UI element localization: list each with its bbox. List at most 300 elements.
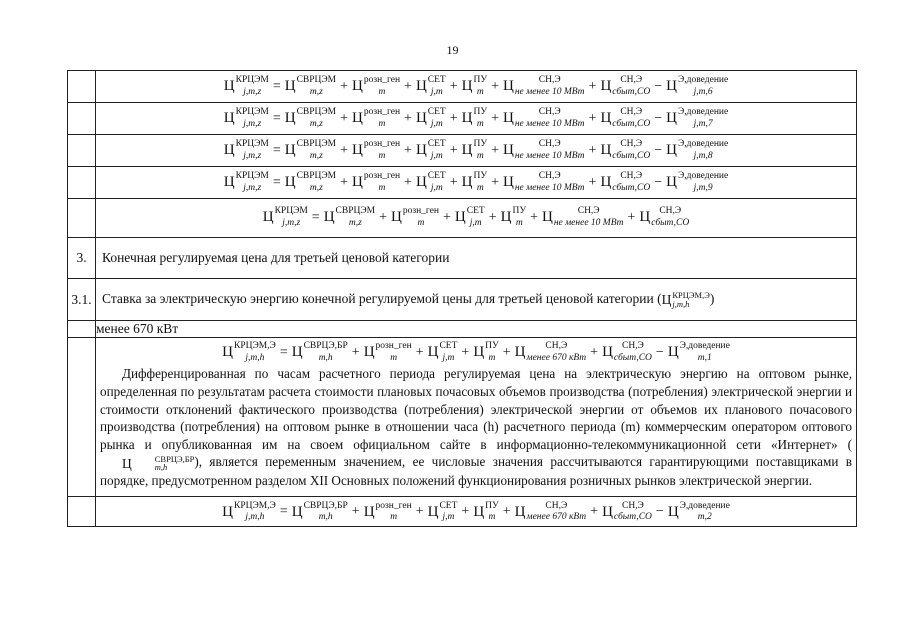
price-symbol [661, 290, 710, 309]
symbol-subscript: m [488, 352, 496, 363]
symbol-superscript: СН,Э [545, 500, 568, 511]
formula [96, 167, 856, 198]
symbol-superscript: СН,Э [538, 75, 561, 85]
price-symbol [416, 140, 446, 161]
plus-sign: + [461, 504, 470, 520]
symbol-base: Ц [514, 344, 526, 361]
formula-row-2 [68, 103, 857, 135]
symbol-base: Ц [503, 174, 514, 190]
price-symbol [602, 342, 652, 363]
symbol-superscript: КРЦЭМ,Э [233, 341, 276, 352]
symbol-subscript: j,m,h [245, 352, 265, 363]
symbol-subscript: не менее 10 МВт [514, 182, 585, 193]
symbol-base: Ц [291, 344, 303, 361]
symbol-superscript: СВРЦЭ,БР [303, 500, 348, 511]
section-heading [96, 279, 857, 321]
price-symbol [324, 207, 375, 228]
plus-sign: + [588, 142, 597, 158]
symbol-subscript: m [476, 86, 484, 97]
price-symbol [391, 207, 439, 228]
symbol-subscript: m [476, 150, 484, 161]
price-symbol [503, 172, 585, 193]
plus-sign: + [502, 504, 511, 520]
symbol-superscript: ПУ [512, 206, 527, 216]
symbol-base: Ц [602, 503, 613, 520]
symbol-subscript: j,m,z [243, 118, 262, 129]
equals-sign: = [272, 174, 281, 190]
number-cell [68, 167, 96, 199]
symbol-superscript: КРЦЭМ [274, 206, 308, 216]
price-symbol [668, 502, 730, 523]
symbol-superscript: Э,доведение [679, 341, 730, 352]
symbol-superscript: СЕТ [427, 171, 446, 181]
price-symbol [600, 172, 650, 193]
minus-sign: − [654, 78, 663, 94]
price-symbol [666, 140, 728, 161]
symbol-base: Ц [284, 78, 296, 94]
symbol-subscript: m [417, 217, 425, 228]
symbol-base: Ц [666, 78, 678, 94]
symbol-subscript: менее 670 кВт [526, 512, 587, 523]
plus-sign: + [588, 110, 597, 126]
plus-sign: + [461, 344, 470, 360]
price-symbol [602, 502, 652, 523]
symbol-superscript: КРЦЭМ,Э [233, 500, 276, 511]
symbol-base: Ц [323, 209, 335, 225]
price-symbol [473, 342, 498, 363]
symbol-base: Ц [415, 174, 427, 190]
symbol-base: Ц [415, 142, 427, 158]
symbol-subscript: m,z [348, 217, 362, 228]
symbol-base: Ц [500, 209, 512, 225]
plus-sign: + [379, 209, 387, 225]
symbol-superscript: ПУ [473, 171, 488, 181]
formula-cell [96, 71, 857, 103]
symbol-base: Ц [473, 503, 485, 520]
plus-sign: + [404, 174, 412, 190]
symbol-subscript: m [476, 182, 484, 193]
price-symbol [364, 342, 412, 363]
number-cell [68, 135, 96, 167]
equals-sign: = [272, 142, 281, 158]
price-symbol [668, 342, 730, 363]
plus-sign: + [588, 78, 597, 94]
symbol-subscript: j,m,9 [693, 182, 713, 193]
number-cell [68, 103, 96, 135]
symbol-subscript: сбыт,СО [651, 217, 690, 228]
symbol-subscript: m,h [318, 352, 333, 363]
symbol-subscript: j,m [430, 86, 443, 97]
formula [96, 135, 856, 166]
section-number: 3.1. [68, 279, 96, 321]
plus-sign: + [404, 142, 412, 158]
plus-sign: + [449, 110, 458, 126]
symbol-subscript: j,m [469, 217, 482, 228]
symbol-base: Ц [600, 110, 612, 126]
price-symbol [428, 502, 458, 523]
minus-sign: − [655, 504, 664, 520]
formula [96, 71, 856, 102]
symbol-superscript: ПУ [473, 139, 488, 149]
symbol-base: Ц [461, 110, 473, 126]
number-cell [68, 338, 96, 496]
symbol-subscript: m,2 [697, 512, 712, 523]
price-symbol [662, 291, 710, 308]
price-symbol [285, 140, 336, 161]
formula-cell [96, 496, 857, 526]
capacity-label: менее 670 кВт [96, 321, 857, 338]
symbol-base: Ц [461, 142, 473, 158]
section-3-row [68, 238, 857, 279]
plus-sign: + [449, 78, 458, 94]
page-number: 19 [446, 43, 459, 57]
symbol-subscript: j,m,h [245, 512, 265, 523]
symbol-base: Ц [600, 142, 612, 158]
symbol-subscript: не менее 10 МВт [514, 86, 585, 97]
price-symbol [542, 207, 624, 228]
minus-sign: − [654, 110, 663, 126]
symbol-superscript: СН,Э [620, 107, 643, 117]
symbol-superscript: СВРЦЭМ [335, 206, 376, 216]
plus-sign: + [491, 142, 499, 158]
price-symbol [666, 76, 728, 97]
symbol-superscript: ПУ [473, 107, 488, 117]
price-symbol [263, 207, 308, 228]
formula-row-3 [68, 135, 857, 167]
price-symbol [503, 140, 585, 161]
symbol-subscript: j,m [442, 352, 455, 363]
symbol-subscript: m [378, 150, 386, 161]
formula-row-5 [68, 199, 857, 238]
symbol-base: Ц [352, 174, 363, 190]
symbol-superscript: СЕТ [439, 341, 458, 352]
symbol-base: Ц [600, 174, 612, 190]
symbol-subscript: m,h [318, 512, 333, 523]
formula-row-1 [68, 71, 857, 103]
symbol-superscript: КРЦЭМ [235, 171, 269, 181]
price-symbol [503, 108, 585, 129]
price-symbol [666, 108, 728, 129]
symbol-base: Ц [667, 503, 679, 520]
plus-sign: + [351, 344, 360, 360]
symbol-superscript: розн_ген [375, 341, 412, 352]
minus-sign: − [654, 142, 663, 158]
price-symbol [515, 502, 587, 523]
plus-sign: + [415, 504, 424, 520]
formula-cell [96, 135, 857, 167]
symbol-subscript: m [378, 182, 386, 193]
plus-sign: + [443, 209, 451, 225]
symbol-subscript: m [378, 86, 386, 97]
price-symbol [473, 502, 498, 523]
symbol-subscript: m [390, 352, 398, 363]
symbol-base: Ц [666, 110, 678, 126]
symbol-superscript: Э,доведение [678, 139, 729, 149]
symbol-superscript: Э,доведение [678, 107, 729, 117]
symbol-superscript: ПУ [485, 341, 499, 352]
symbol-base: Ц [473, 344, 485, 361]
plus-sign: + [340, 110, 349, 126]
symbol-superscript: ПУ [485, 500, 499, 511]
price-symbol [462, 140, 487, 161]
plus-sign: + [340, 174, 349, 190]
symbol-subscript: сбыт,СО [612, 182, 651, 193]
formula-paragraph-cell [96, 338, 857, 496]
plus-sign: + [351, 504, 360, 520]
symbol-base: Ц [661, 291, 672, 307]
plus-sign: + [491, 174, 499, 190]
symbol-superscript: СН,Э [621, 500, 644, 511]
symbol-superscript: СВРЦЭМ [296, 171, 337, 181]
price-symbol [222, 502, 276, 523]
price-symbol [515, 342, 587, 363]
formula-cell [96, 103, 857, 135]
paragraph-text-before: Дифференцированная по часам расчетного периода регулируемая цена на электрическую энергию на оптовом рынке, определенная по результатам расчета стоимости плановых почасовых объемов производства (потребления) электрической энергии и стоимости отклонений фактического производства (потребления) электрической энергии от объемов их планового почасового производства (потребления) на оптовом рынке в отношении часа (h) расчетного периода (m) коммерческим оператором оптового рынка и опубликованная им на своем официальном сайте в информационно-телекоммуникационной сети «Интернет» ( [100, 366, 852, 452]
symbol-subscript: сбыт,СО [612, 118, 651, 129]
symbol-base: Ц [461, 174, 473, 190]
symbol-superscript: КРЦЭМ [235, 107, 269, 117]
symbol-superscript: СЕТ [466, 206, 485, 216]
price-symbol [352, 76, 400, 97]
symbol-subscript: j,m,z [243, 150, 262, 161]
symbol-superscript: СН,Э [545, 341, 568, 352]
symbol-subscript: менее 670 кВт [526, 352, 587, 363]
tariff-table [67, 70, 857, 527]
explanation-paragraph [96, 363, 856, 495]
symbol-subscript: j,m [430, 182, 443, 193]
price-symbol [100, 455, 194, 473]
price-symbol [600, 140, 650, 161]
symbol-superscript: СВРЦЭ,БР [303, 341, 348, 352]
symbol-subscript: j,m,z [243, 182, 262, 193]
symbol-base: Ц [352, 78, 363, 94]
symbol-base: Ц [223, 142, 235, 158]
price-symbol [462, 172, 487, 193]
price-symbol [455, 207, 485, 228]
symbol-superscript: розн_ген [363, 75, 401, 85]
symbol-base: Ц [352, 142, 363, 158]
symbol-superscript: СЕТ [427, 107, 446, 117]
symbol-superscript: Э,доведение [679, 500, 730, 511]
price-symbol [292, 502, 348, 523]
less-670-row [68, 321, 857, 338]
plus-sign: + [340, 142, 349, 158]
price-symbol [292, 342, 348, 363]
symbol-base: Ц [427, 344, 439, 361]
price-symbol [100, 453, 195, 473]
symbol-superscript: СН,Э [538, 107, 561, 117]
symbol-base: Ц [223, 174, 235, 190]
symbol-subscript: m [378, 118, 386, 129]
symbol-superscript: СН,Э [538, 171, 561, 181]
symbol-base: Ц [284, 142, 296, 158]
symbol-base: Ц [363, 503, 375, 520]
symbol-subscript: j,m,z [243, 86, 262, 97]
symbol-subscript: не менее 10 МВт [553, 217, 624, 228]
price-symbol [600, 76, 650, 97]
symbol-base: Ц [223, 110, 235, 126]
symbol-subscript: m,z [309, 150, 323, 161]
symbol-superscript: розн_ген [363, 139, 401, 149]
symbol-base: Ц [503, 142, 514, 158]
price-symbol [352, 172, 400, 193]
symbol-base: Ц [503, 78, 514, 94]
price-symbol [352, 108, 400, 129]
symbol-superscript: розн_ген [375, 500, 412, 511]
symbol-superscript: Э,доведение [678, 171, 729, 181]
plus-sign: + [404, 78, 412, 94]
symbol-base: Ц [461, 78, 473, 94]
symbol-base: Ц [415, 78, 427, 94]
minus-sign: − [654, 174, 663, 190]
symbol-base: Ц [427, 503, 439, 520]
plus-sign: + [449, 142, 458, 158]
formula [96, 199, 856, 237]
symbol-subscript: сбыт,СО [613, 512, 652, 523]
price-symbol [462, 76, 487, 97]
symbol-subscript: m,z [309, 118, 323, 129]
symbol-subscript: сбыт,СО [612, 150, 651, 161]
symbol-subscript: m [390, 512, 398, 523]
symbol-subscript: j,m,z [282, 217, 301, 228]
symbol-superscript: СН,Э [620, 75, 643, 85]
symbol-subscript: j,m,7 [693, 118, 713, 129]
section-heading: Конечная регулируемая цена для третьей ценовой категории [96, 238, 857, 279]
plus-sign: + [588, 174, 597, 190]
formula [96, 497, 856, 526]
symbol-subscript: m,1 [697, 352, 712, 363]
symbol-subscript: j,m,6 [693, 86, 713, 97]
number-cell [68, 321, 96, 338]
plus-sign: + [415, 344, 424, 360]
symbol-subscript: j,m [430, 150, 443, 161]
symbol-superscript: СН,Э [621, 341, 644, 352]
price-symbol [600, 108, 650, 129]
symbol-subscript: j,m [430, 118, 443, 129]
symbol-subscript: m [476, 118, 484, 129]
symbol-subscript: j,m [442, 512, 455, 523]
equals-sign: = [279, 344, 288, 360]
formula [96, 338, 856, 363]
formula [96, 103, 856, 134]
symbol-base: Ц [503, 110, 514, 126]
symbol-superscript: КРЦЭМ [235, 139, 269, 149]
paragraph-text-after: ), является переменным значением, ее числовые значения рассчитываются гарантирующими поставщиками в порядке, предусмотренном разделом XII Основных положений функционирования розничных рынков электрической энергии. [100, 454, 852, 489]
plus-sign: + [340, 78, 349, 94]
symbol-subscript: сбыт,СО [612, 86, 651, 97]
symbol-base: Ц [122, 455, 132, 471]
plus-sign: + [530, 209, 538, 225]
symbol-base: Ц [415, 110, 427, 126]
symbol-superscript: СН,Э [538, 139, 561, 149]
symbol-superscript: СН,Э [620, 171, 643, 181]
symbol-subscript: j,m,8 [693, 150, 713, 161]
symbol-superscript: СВРЦЭМ [296, 107, 337, 117]
symbol-base: Ц [667, 344, 679, 361]
symbol-superscript: розн_ген [363, 107, 401, 117]
symbol-superscript: СН,Э [620, 139, 643, 149]
symbol-superscript: розн_ген [363, 171, 401, 181]
section-number: 3. [68, 238, 96, 279]
plus-sign: + [590, 344, 599, 360]
formula-cell [96, 199, 857, 238]
price-symbol [364, 502, 412, 523]
symbol-base: Ц [666, 174, 678, 190]
plus-sign: + [404, 110, 412, 126]
price-symbol [224, 76, 269, 97]
equals-sign: = [311, 209, 320, 225]
section-3-1-row [68, 279, 857, 321]
formula-paragraph-row [68, 338, 857, 496]
symbol-base: Ц [222, 344, 233, 361]
symbol-subscript: m [515, 217, 523, 228]
price-symbol [285, 108, 336, 129]
symbol-superscript: розн_ген [402, 206, 440, 216]
symbol-base: Ц [541, 209, 553, 225]
symbol-subscript: m,z [309, 182, 323, 193]
price-symbol [503, 76, 585, 97]
symbol-base: Ц [291, 503, 303, 520]
symbol-base: Ц [639, 209, 651, 225]
symbol-subscript: не менее 10 МВт [514, 150, 585, 161]
equals-sign: = [272, 78, 281, 94]
price-symbol [416, 108, 446, 129]
equals-sign: = [272, 110, 281, 126]
price-symbol [352, 140, 400, 161]
symbol-superscript: СЕТ [427, 75, 446, 85]
plus-sign: + [590, 504, 599, 520]
symbol-base: Ц [666, 142, 678, 158]
price-symbol [285, 76, 336, 97]
price-symbol [416, 172, 446, 193]
symbol-superscript: КРЦЭМ,Э [672, 290, 710, 301]
price-symbol [501, 207, 526, 228]
number-cell [68, 199, 96, 238]
symbol-base: Ц [262, 209, 274, 225]
symbol-subscript: m,h [154, 462, 168, 473]
symbol-subscript: сбыт,СО [613, 352, 652, 363]
symbol-subscript: m,z [309, 86, 323, 97]
price-symbol [222, 342, 276, 363]
symbol-base: Ц [454, 209, 466, 225]
plus-sign: + [502, 344, 511, 360]
formula-row-4 [68, 167, 857, 199]
symbol-base: Ц [223, 78, 235, 94]
symbol-base: Ц [352, 110, 363, 126]
price-symbol [416, 76, 446, 97]
symbol-superscript: Э,доведение [678, 75, 729, 85]
closing-paren: ) [709, 291, 715, 306]
price-symbol [666, 172, 728, 193]
number-cell [68, 496, 96, 526]
symbol-base: Ц [514, 503, 526, 520]
symbol-superscript: СН,Э [659, 206, 682, 216]
symbol-base: Ц [602, 344, 613, 361]
symbol-superscript: СЕТ [427, 139, 446, 149]
plus-sign: + [491, 78, 499, 94]
symbol-base: Ц [600, 78, 612, 94]
symbol-subscript: не менее 10 МВт [514, 118, 585, 129]
plus-sign: + [627, 209, 636, 225]
minus-sign: − [655, 344, 664, 360]
price-symbol [224, 108, 269, 129]
price-symbol [224, 172, 269, 193]
symbol-superscript: СВРЦЭМ [296, 75, 337, 85]
number-cell [68, 71, 96, 103]
price-symbol [224, 140, 269, 161]
plus-sign: + [488, 209, 497, 225]
symbol-superscript: ПУ [473, 75, 488, 85]
